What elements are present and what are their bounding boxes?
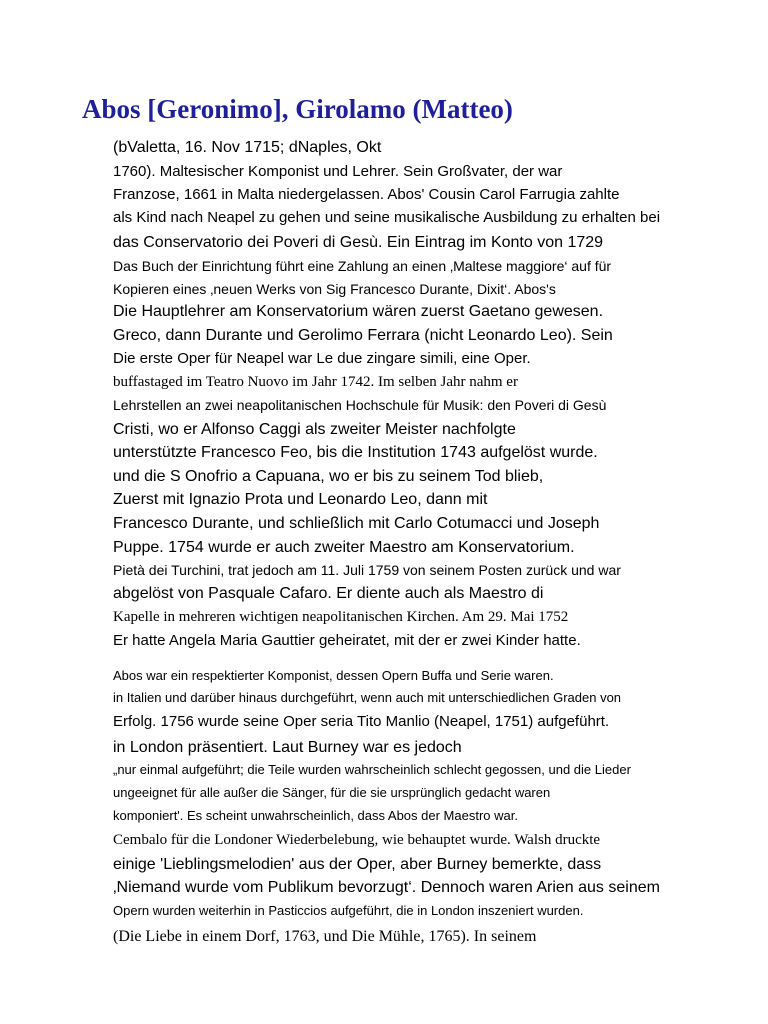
text-line: abgelöst von Pasquale Cafaro. Er diente auch als Maestro di: [113, 585, 544, 602]
text-line: in London präsentiert. Laut Burney war es jedoch: [113, 739, 462, 756]
text-line: Puppe. 1754 wurde er auch zweiter Maestro am Konservatorium.: [113, 539, 575, 556]
text-line: ‚Niemand wurde vom Publikum bevorzugt‘. Dennoch waren Arien aus seinem: [113, 879, 660, 896]
page-title: Abos [Geronimo], Girolamo (Matteo): [82, 94, 513, 124]
text-line: Erfolg. 1756 wurde seine Oper seria Tito Manlio (Neapel, 1751) aufgeführt.: [113, 713, 610, 730]
text-line: (Die Liebe in einem Dorf, 1763, und Die Mühle, 1765). In seinem: [113, 928, 537, 945]
text-line: komponiert'. Es scheint unwahrscheinlich, dass Abos der Maestro war.: [113, 808, 518, 823]
text-line: Opern wurden weiterhin in Pasticcios aufgeführt, die in London inszeniert wurden.: [113, 903, 584, 918]
text-line: 1760). Maltesischer Komponist und Lehrer. Sein Großvater, der war: [113, 163, 563, 180]
text-line: Franzose, 1661 in Malta niedergelassen. Abos' Cousin Carol Farrugia zahlte: [113, 186, 620, 203]
text-line: Lehrstellen an zwei neapolitanischen Hochschule für Musik: den Poveri di Gesù: [113, 397, 607, 413]
text-line: als Kind nach Neapel zu gehen und seine musikalische Ausbildung zu erhalten bei: [113, 209, 661, 226]
text-line: Das Buch der Einrichtung führt eine Zahlung an einen ‚Maltese maggiore‘ auf für: [113, 258, 612, 274]
text-line: Cristi, wo er Alfonso Caggi als zweiter Meister nachfolgte: [113, 421, 516, 438]
text-line: Francesco Durante, und schließlich mit Carlo Cotumacci und Joseph: [113, 515, 600, 532]
text-line: Cembalo für die Londoner Wiederbelebung, wie behauptet wurde. Walsh druckte: [113, 832, 601, 848]
text-line: „nur einmal aufgeführt; die Teile wurden wahrscheinlich schlecht gegossen, und die Lieder: [113, 762, 631, 777]
text-line: in Italien und darüber hinaus durchgeführt, wenn auch mit unterschiedlichen Graden von: [113, 690, 622, 705]
text-line: das Conservatorio dei Poveri di Gesù. Ein Eintrag im Konto von 1729: [113, 234, 604, 251]
text-line: Die Hauptlehrer am Konservatorium wären zuerst Gaetano gewesen.: [113, 303, 604, 320]
text-line: unterstützte Francesco Feo, bis die Institution 1743 aufgelöst wurde.: [113, 444, 598, 461]
text-line: und die S Onofrio a Capuana, wo er bis zu seinem Tod blieb,: [113, 468, 544, 485]
text-line: (bValetta, 16. Nov 1715; dNaples, Okt: [113, 139, 382, 156]
text-line: Abos war ein respektierter Komponist, dessen Opern Buffa und Serie waren.: [113, 668, 554, 683]
text-line: buffastaged im Teatro Nuovo im Jahr 1742. Im selben Jahr nahm er: [113, 374, 518, 390]
text-line: ungeeignet für alle außer die Sänger, für die sie ursprünglich gedacht waren: [113, 785, 551, 800]
text-line: Pietà dei Turchini, trat jedoch am 11. Juli 1759 von seinem Posten zurück und war: [113, 562, 621, 578]
text-line: Greco, dann Durante und Gerolimo Ferrara (nicht Leonardo Leo). Sein: [113, 327, 613, 344]
text-line: Kopieren eines ‚neuen Werks von Sig Francesco Durante, Dixit‘. Abos's: [113, 281, 556, 297]
text-line: Kapelle in mehreren wichtigen neapolitanischen Kirchen. Am 29. Mai 1752: [113, 609, 569, 625]
text-line: Zuerst mit Ignazio Prota und Leonardo Leo, dann mit: [113, 491, 488, 508]
text-line: einige 'Lieblingsmelodien' aus der Oper, aber Burney bemerkte, dass: [113, 856, 602, 873]
text-line: Die erste Oper für Neapel war Le due zingare simili, eine Oper.: [113, 350, 531, 367]
text-line: Er hatte Angela Maria Gauttier geheiratet, mit der er zwei Kinder hatte.: [113, 632, 581, 649]
